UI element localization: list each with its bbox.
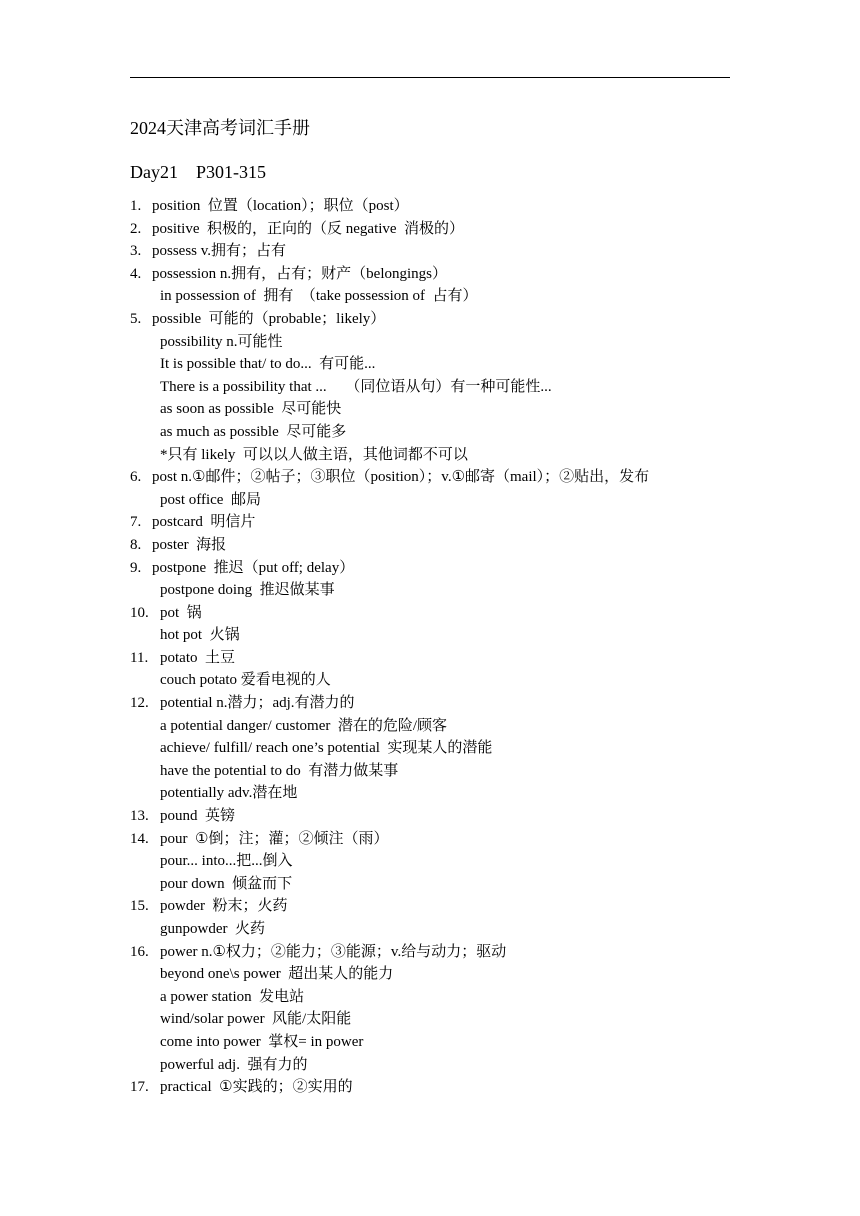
entry-number: 6. — [130, 469, 142, 486]
vocab-sub-entry — [130, 421, 740, 444]
vocab-entry — [130, 195, 740, 218]
vocab-entry — [130, 647, 740, 670]
vocab-sub-entry — [130, 1054, 740, 1077]
entry-text: potential n.潜力；adj.有潜力的 — [160, 695, 355, 712]
document-title: 2024天津高考词汇手册 — [130, 118, 310, 138]
vocab-sub-entry — [130, 669, 740, 692]
entry-text: *只有 likely 可以以人做主语，其他词都不可以 — [160, 446, 468, 463]
entry-number: 1. — [130, 198, 142, 214]
entry-text: beyond one\s power 超出某人的能力 — [160, 966, 394, 983]
entry-number: 8. — [130, 536, 142, 553]
entry-number: 9. — [130, 559, 142, 576]
vocab-sub-entry — [130, 376, 740, 399]
entry-number: 13. — [130, 808, 149, 825]
entry-text: possess v.拥有；占有 — [152, 243, 287, 260]
entry-text: pound 英镑 — [160, 808, 236, 825]
vocab-entry — [130, 218, 740, 241]
entry-text: gunpowder 火药 — [160, 921, 265, 937]
entry-text: postpone doing 推迟做某事 — [160, 582, 335, 599]
entry-text: possibility n.可能性 — [160, 333, 283, 350]
entry-number: 2. — [130, 220, 142, 237]
vocab-entry — [130, 895, 740, 918]
entry-text: pour ①倒；注；灌；②倾注（雨） — [160, 830, 389, 847]
vocab-sub-entry — [130, 285, 740, 308]
vocab-sub-entry — [130, 353, 740, 376]
entry-text: It is possible that/ to do... 有可能... — [160, 356, 376, 373]
entry-text: hot pot 火锅 — [160, 627, 240, 644]
entry-number: 17. — [130, 1079, 149, 1096]
vocab-sub-entry — [130, 850, 740, 873]
entry-number: 15. — [130, 898, 149, 915]
vocab-entry — [130, 308, 740, 331]
entry-text: postpone 推迟（put off; delay） — [152, 559, 355, 576]
entry-text: positive 积极的，正向的（反 negative 消极的） — [152, 220, 465, 237]
entry-text: as much as possible 尽可能多 — [160, 423, 347, 440]
entry-text: potentially adv.潜在地 — [160, 785, 298, 802]
entry-number: 12. — [130, 695, 149, 712]
entry-text: wind/solar power 风能/太阳能 — [160, 1011, 352, 1028]
vocab-sub-entry — [130, 737, 740, 760]
day-heading: Day21 P301-315 — [130, 162, 266, 182]
entry-text: couch potato 爱看电视的人 — [160, 672, 331, 689]
vocab-entry — [130, 240, 740, 263]
vocab-sub-entry — [130, 873, 740, 896]
entry-text: in possession of 拥有 （take possession of 占有） — [160, 288, 478, 305]
entry-text: There is a possibility that ... （同位语从句）有一种可能性... — [160, 378, 552, 395]
entry-text: as soon as possible 尽可能快 — [160, 401, 342, 418]
vocab-sub-entry — [130, 986, 740, 1009]
vocab-entry — [130, 534, 740, 557]
entry-text: power n.①权力；②能力；③能源；v.给与动力；驱动 — [160, 943, 507, 960]
entry-text: position 位置（location）；职位（post） — [152, 198, 409, 214]
vocab-sub-entry — [130, 715, 740, 738]
entry-text: poster 海报 — [152, 536, 227, 553]
entry-text: pour down 倾盆而下 — [160, 875, 293, 892]
entry-text: pot 锅 — [160, 604, 202, 621]
entry-text: powder 粉末；火药 — [160, 898, 288, 915]
vocab-sub-entry — [130, 1008, 740, 1031]
vocab-entry — [130, 1076, 740, 1099]
entry-number: 14. — [130, 830, 149, 847]
vocab-entry — [130, 263, 740, 286]
vocab-sub-entry — [130, 918, 740, 941]
entry-text: potato 土豆 — [160, 649, 235, 666]
entry-text: powerful adj. 强有力的 — [160, 1056, 308, 1073]
vocab-entry — [130, 602, 740, 625]
vocab-sub-entry — [130, 398, 740, 421]
entry-number: 3. — [130, 243, 142, 260]
entry-text: post office 邮局 — [160, 491, 261, 508]
entry-number: 5. — [130, 310, 142, 327]
vocab-entry — [130, 692, 740, 715]
entry-text: a power station 发电站 — [160, 988, 305, 1005]
entry-number: 11. — [130, 649, 149, 666]
vocab-entry — [130, 941, 740, 964]
entry-number: 7. — [130, 514, 142, 531]
vocab-sub-entry — [130, 331, 740, 354]
vocab-entry — [130, 805, 740, 828]
entry-text: pour... into...把...倒入 — [160, 853, 293, 870]
vocabulary-list — [130, 195, 740, 1099]
entry-number: 10. — [130, 604, 149, 621]
header-rule — [130, 77, 730, 78]
vocab-sub-entry — [130, 963, 740, 986]
entry-text: practical ①实践的；②实用的 — [160, 1079, 353, 1096]
entry-text: come into power 掌权= in power — [160, 1033, 364, 1050]
entry-text: a potential danger/ customer 潜在的危险/顾客 — [160, 717, 448, 734]
entry-number: 4. — [130, 265, 142, 282]
vocab-entry — [130, 557, 740, 580]
vocab-entry — [130, 828, 740, 851]
entry-text: postcard 明信片 — [152, 514, 256, 531]
vocab-sub-entry — [130, 760, 740, 783]
vocab-sub-entry — [130, 1031, 740, 1054]
vocab-sub-entry — [130, 579, 740, 602]
vocab-entry — [130, 511, 740, 534]
entry-text: have the potential to do 有潜力做某事 — [160, 762, 399, 779]
vocab-sub-entry — [130, 624, 740, 647]
entry-text: possession n.拥有，占有；财产（belongings） — [152, 265, 448, 282]
vocab-entry — [130, 466, 740, 489]
entry-text: post n.①邮件；②帖子；③职位（position）；v.①邮寄（mail）；②贴出，发布 — [152, 469, 650, 486]
vocab-sub-entry — [130, 444, 740, 467]
entry-number: 16. — [130, 943, 149, 960]
vocab-sub-entry — [130, 489, 740, 512]
entry-text: possible 可能的（probable；likely） — [152, 310, 386, 327]
vocab-sub-entry — [130, 782, 740, 805]
entry-text: achieve/ fulfill/ reach one’s potential 实现某人的潜能 — [160, 740, 493, 757]
